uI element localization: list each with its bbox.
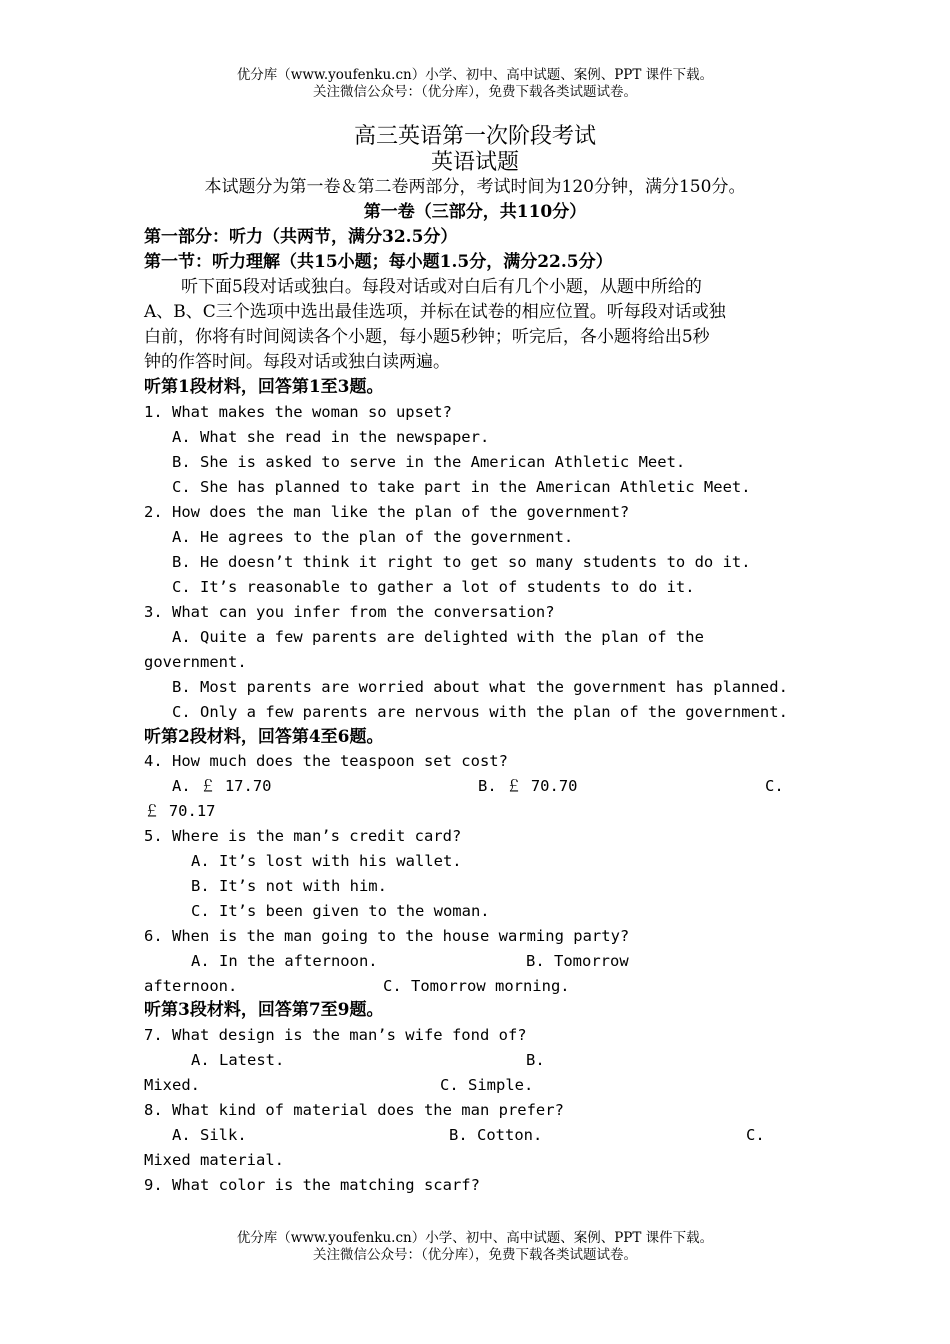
question-6-stem: 6. When is the man going to the house warming party?	[144, 927, 630, 945]
question-2-option-b: B. He doesn’t think it right to get so many students to do it.	[172, 553, 751, 571]
page-footer	[0, 1230, 950, 1264]
instruction-line: 钟的作答时间。每段对话或独白读两遍。	[144, 352, 450, 372]
instruction-line: A、B、C三个选项中选出最佳选项，并标在试卷的相应位置。听每段对话或独	[144, 302, 726, 322]
volume-heading: 第一卷（三部分，共110分）	[363, 202, 587, 222]
question-3-option-a-cont: government.	[144, 653, 247, 671]
question-7-option-a: A. Latest.	[191, 1051, 285, 1069]
page-header	[0, 67, 950, 101]
question-3-option-c: C. Only a few parents are nervous with the plan of the government.	[172, 703, 788, 721]
part-heading: 第一部分：听力（共两节，满分32.5分）	[144, 227, 458, 247]
question-6-option-a: A. In the afternoon.	[191, 952, 378, 970]
question-3-stem: 3. What can you infer from the conversation?	[144, 603, 555, 621]
question-4-option-c: C.	[765, 777, 784, 795]
question-7-option-b-cont: Mixed.	[144, 1076, 200, 1094]
question-8-option-b: B. Cotton.	[449, 1126, 543, 1144]
material-heading-3: 听第3段材料，回答第7至9题。	[144, 1000, 384, 1020]
instruction-line: 白前，你将有时间阅读各个小题，每小题5秒钟；听完后，各小题将给出5秒	[144, 327, 710, 347]
question-2-option-c: C. It’s reasonable to gather a lot of students to do it.	[172, 578, 695, 596]
question-5-option-b: B. It’s not with him.	[191, 877, 387, 895]
material-heading-1: 听第1段材料，回答第1至3题。	[144, 377, 384, 397]
question-4-stem: 4. How much does the teaspoon set cost?	[144, 752, 508, 770]
exam-title: 高三英语第一次阶段考试	[353, 124, 596, 149]
question-3-option-a: A. Quite a few parents are delighted with the plan of the	[172, 628, 704, 646]
exam-subtitle: 英语试题	[430, 150, 519, 175]
question-1-option-c: C. She has planned to take part in the American Athletic Meet.	[172, 478, 751, 496]
question-5-stem: 5. Where is the man’s credit card?	[144, 827, 462, 845]
footer-line-1: 优分库（www.youfenku.cn）小学、初中、高中试题、案例、PPT 课件下载。	[236, 1230, 714, 1246]
question-8-option-c: C.	[746, 1126, 765, 1144]
instruction-line: 听下面5段对话或独白。每段对话或对白后有几个小题，从题中所给的	[181, 277, 702, 297]
question-7-stem: 7. What design is the man’s wife fond of?	[144, 1026, 527, 1044]
footer-line-2: 关注微信公众号：（优分库），免费下载各类试题试卷。	[313, 1247, 637, 1263]
question-2-option-a: A. He agrees to the plan of the government.	[172, 528, 574, 546]
question-5-option-c: C. It’s been given to the woman.	[191, 902, 490, 920]
question-6-option-c: C. Tomorrow morning.	[383, 977, 570, 995]
question-1-stem: 1. What makes the woman so upset?	[144, 403, 452, 421]
question-7-option-b: B.	[526, 1051, 545, 1069]
question-3-option-b: B. Most parents are worried about what the government has planned.	[172, 678, 788, 696]
question-6-option-b-cont: afternoon.	[144, 977, 238, 995]
question-8-stem: 8. What kind of material does the man prefer?	[144, 1101, 564, 1119]
question-6-option-b: B. Tomorrow	[526, 952, 629, 970]
question-1-option-b: B. She is asked to serve in the American Athletic Meet.	[172, 453, 686, 471]
section-heading: 第一节：听力理解（共15小题；每小题1.5分，满分22.5分）	[144, 252, 613, 272]
question-7-option-c: C. Simple.	[440, 1076, 534, 1094]
intro-line: 本试题分为第一卷＆第二卷两部分，考试时间为120分钟，满分150分。	[204, 177, 746, 197]
question-9-stem: 9. What color is the matching scarf?	[144, 1176, 480, 1194]
material-heading-2: 听第2段材料，回答第4至6题。	[144, 727, 384, 747]
question-4-option-a: A. ￡ 17.70	[172, 777, 272, 795]
question-4-option-c-cont: ￡ 70.17	[144, 802, 216, 820]
question-4-option-b: B. ￡ 70.70	[478, 777, 578, 795]
question-8-option-a: A. Silk.	[172, 1126, 247, 1144]
question-1-option-a: A. What she read in the newspaper.	[172, 428, 490, 446]
question-8-option-c-cont: Mixed material.	[144, 1151, 284, 1169]
question-5-option-a: A. It’s lost with his wallet.	[191, 852, 462, 870]
question-2-stem: 2. How does the man like the plan of the government?	[144, 503, 630, 521]
header-line-2: 关注微信公众号：（优分库），免费下载各类试题试卷。	[313, 84, 637, 100]
header-line-1: 优分库（www.youfenku.cn）小学、初中、高中试题、案例、PPT 课件下载。	[236, 67, 714, 83]
